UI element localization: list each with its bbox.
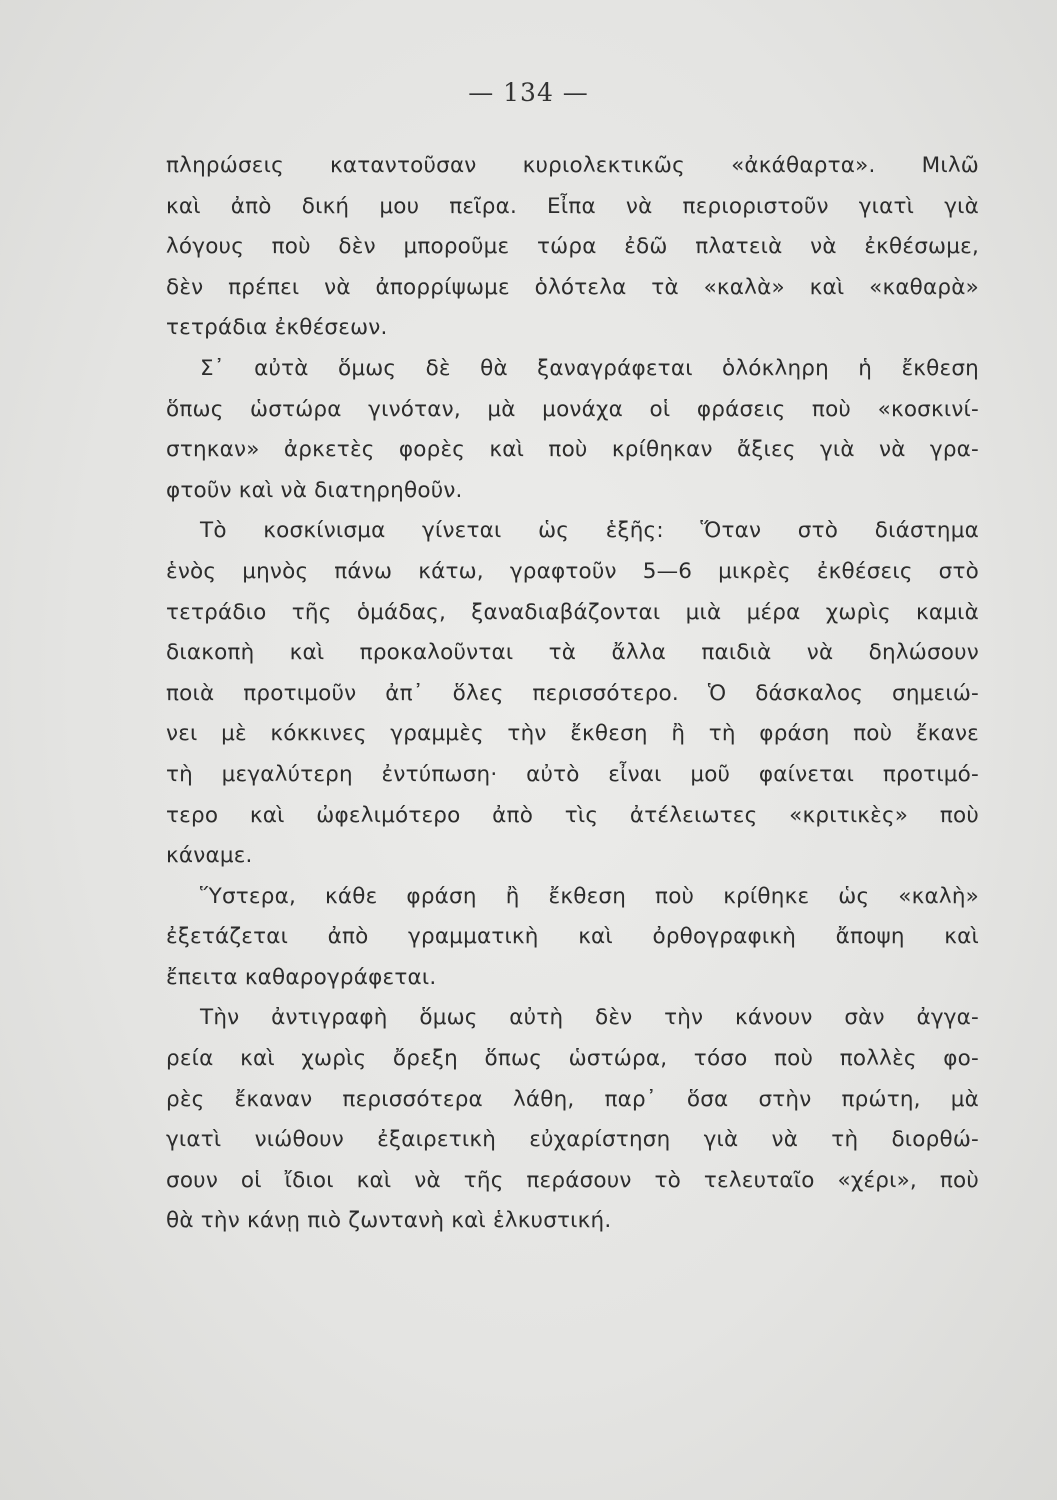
text-line: ἔπειτα καθαρογράφεται.	[166, 964, 437, 990]
text-line: Τὸ κοσκίνισμα γίνεται ὡς ἑξῆς: Ὅταν στὸ διάστημα	[200, 518, 979, 544]
text-line: Τὴν ἀντιγραφὴ ὅμως αὐτὴ δὲν τὴν κάνουν σὰν ἀγγα-	[200, 1005, 979, 1031]
text-line: θὰ τὴν κάνῃ πιὸ ζωντανὴ καὶ ἑλκυστική.	[166, 1208, 612, 1234]
text-line: τερο καὶ ὠφελιμότερο ἀπὸ τὶς ἀτέλειωτες «κριτικὲς» ποὺ	[166, 802, 979, 828]
text-line: ἑνὸς μηνὸς πάνω κάτω, γραφτοῦν 5—6 μικρὲς ἐκθέσεις στὸ	[166, 558, 979, 584]
text-line: ὅπως ὡστώρα γινόταν, μὰ μονάχα οἱ φράσεις ποὺ «κοσκινί-	[166, 396, 979, 422]
text-line: δὲν πρέπει νὰ ἀπορρίψωμε ὁλότελα τὰ «καλὰ» καὶ «καθαρὰ»	[166, 274, 979, 300]
text-line: διακοπὴ καὶ προκαλοῦνται τὰ ἄλλα παιδιὰ νὰ δηλώσουν	[166, 640, 979, 666]
text-line: ρὲς ἔκαναν περισσότερα λάθη, παρ᾿ ὅσα στὴν πρώτη, μὰ	[166, 1086, 979, 1112]
page-number: — 134 —	[468, 78, 589, 107]
text-line: νει μὲ κόκκινες γραμμὲς τὴν ἔκθεση ἢ τὴ φράση ποὺ ἔκανε	[166, 721, 979, 747]
text-line: τετράδιο τῆς ὁμάδας, ξαναδιαβάζονται μιὰ μέρα χωρὶς καμιὰ	[166, 599, 979, 625]
text-line: ρεία καὶ χωρὶς ὄρεξη ὅπως ὡστώρα, τόσο ποὺ πολλὲς φο-	[166, 1046, 979, 1072]
text-line: γιατὶ νιώθουν ἐξαιρετικὴ εὐχαρίστηση γιὰ νὰ τὴ διορθώ-	[166, 1127, 979, 1153]
text-line: καὶ ἀπὸ δική μου πεῖρα. Εἶπα νὰ περιοριστοῦν γιατὶ γιὰ	[166, 193, 979, 219]
body-text	[166, 146, 979, 1242]
text-line: σουν οἱ ἴδιοι καὶ νὰ τῆς περάσουν τὸ τελευταῖο «χέρι», ποὺ	[166, 1167, 979, 1193]
text-line: στηκαν» ἀρκετὲς φορὲς καὶ ποὺ κρίθηκαν ἄξιες γιὰ νὰ γρα-	[166, 437, 979, 463]
text-line: τὴ μεγαλύτερη ἐντύπωση· αὐτὸ εἶναι μοῦ φαίνεται προτιμό-	[166, 761, 979, 787]
text-line: λόγους ποὺ δὲν μποροῦμε τώρα ἐδῶ πλατειὰ νὰ ἐκθέσωμε,	[166, 234, 979, 260]
text-line: Σ᾿ αὐτὰ ὅμως δὲ θὰ ξαναγράφεται ὁλόκληρη ἡ ἔκθεση	[200, 355, 979, 381]
text-line: τετράδια ἐκθέσεων.	[166, 315, 388, 341]
text-line: ποιὰ προτιμοῦν ἀπ᾿ ὅλες περισσότερο. Ὁ δάσκαλος σημειώ-	[166, 680, 979, 706]
text-line: ἐξετάζεται ἀπὸ γραμματικὴ καὶ ὀρθογραφικὴ ἄποψη καὶ	[166, 924, 979, 950]
text-line: πληρώσεις καταντοῦσαν κυριολεκτικῶς «ἀκάθαρτα». Μιλῶ	[166, 153, 979, 178]
text-line: φτοῦν καὶ νὰ διατηρηθοῦν.	[166, 477, 463, 503]
text-line: Ὕστερα, κάθε φράση ἢ ἔκθεση ποὺ κρίθηκε ὡς «καλὴ»	[200, 883, 979, 909]
text-line: κάναμε.	[166, 843, 253, 869]
